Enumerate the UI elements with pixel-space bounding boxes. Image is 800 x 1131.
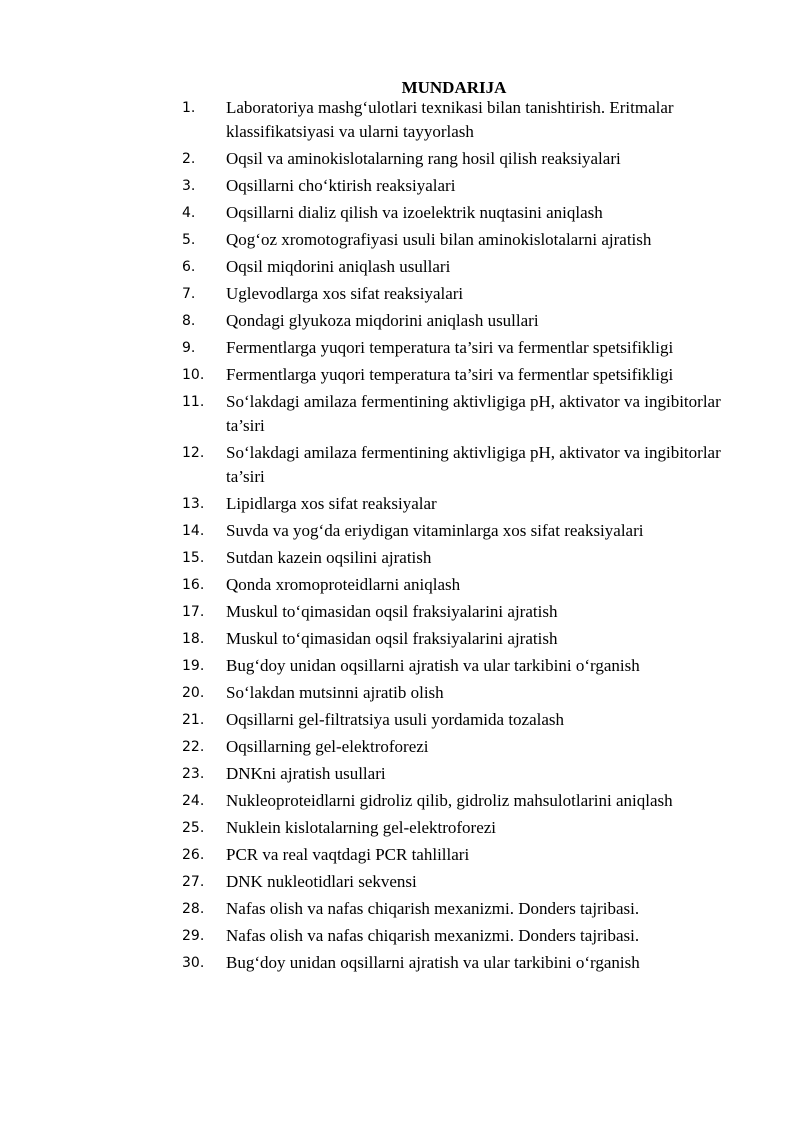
toc-item-20: [182, 681, 742, 705]
toc-item-number: 15.: [182, 550, 205, 566]
toc-item-30: [182, 951, 742, 975]
toc-item-text: Uglevodlarga xos sifat reaksiyalari: [226, 284, 464, 303]
toc-item-number: 14.: [182, 523, 205, 539]
toc-item-text: PCR va real vaqtdagi PCR tahlillari: [226, 845, 470, 864]
toc-item-text: Sutdan kazein oqsilini ajratish: [226, 548, 432, 567]
toc-item-25: [182, 816, 742, 840]
toc-item-28: [182, 897, 742, 921]
toc-item-text: Fermentlarga yuqori temperatura ta’siri va fermentlar spetsifikligi: [226, 338, 674, 357]
toc-item-text: Muskul to‘qimasidan oqsil fraksiyalarini ajratish: [226, 629, 558, 648]
toc-item-4: [182, 201, 742, 225]
toc-item-text: So‘lakdagi amilaza fermentining aktivligiga pH, aktivator va ingibitorlar ta’siri: [226, 443, 721, 486]
toc-item-17: [182, 600, 742, 624]
toc-item-11: [182, 390, 742, 438]
toc-item-text: Oqsillarning gel-elektroforezi: [226, 737, 429, 756]
toc-item-text: Oqsillarni gel-filtratsiya usuli yordamida tozalash: [226, 710, 565, 729]
toc-item-12: [182, 441, 742, 489]
toc-item-text: Qonda xromoproteidlarni aniqlash: [226, 575, 461, 594]
toc-item-9: [182, 336, 742, 360]
toc-item-text: Nafas olish va nafas chiqarish mexanizmi. Donders tajribasi.: [226, 899, 640, 918]
toc-item-number: 9.: [182, 340, 196, 356]
toc-item-number: 10.: [182, 367, 205, 383]
toc-item-text: Nukleoproteidlarni gidroliz qilib, gidroliz mahsulotlarini aniqlash: [226, 791, 673, 810]
toc-item-text: Bug‘doy unidan oqsillarni ajratish va ular tarkibini o‘rganish: [226, 953, 640, 972]
toc-item-text: Muskul to‘qimasidan oqsil fraksiyalarini ajratish: [226, 602, 558, 621]
toc-item-text: Oqsillarni cho‘ktirish reaksiyalari: [226, 176, 456, 195]
toc-item-number: 4.: [182, 205, 196, 221]
toc-item-number: 7.: [182, 286, 196, 302]
toc-item-7: [182, 282, 742, 306]
toc-item-text: So‘lakdan mutsinni ajratib olish: [226, 683, 444, 702]
toc-item-number: 27.: [182, 874, 205, 890]
toc-item-text: Oqsil va aminokislotalarning rang hosil qilish reaksiyalari: [226, 149, 621, 168]
toc-item-number: 29.: [182, 928, 205, 944]
toc-item-3: [182, 174, 742, 198]
toc-item-text: Suvda va yog‘da eriydigan vitaminlarga xos sifat reaksiyalari: [226, 521, 644, 540]
toc-item-text: DNK nukleotidlari sekvensi: [226, 872, 417, 891]
toc-item-number: 18.: [182, 631, 205, 647]
toc-item-number: 16.: [182, 577, 205, 593]
toc-item-text: DNKni ajratish usullari: [226, 764, 386, 783]
toc-item-number: 28.: [182, 901, 205, 917]
toc-item-text: Bug‘doy unidan oqsillarni ajratish va ular tarkibini o‘rganish: [226, 656, 640, 675]
toc-item-text: Nafas olish va nafas chiqarish mexanizmi. Donders tajribasi.: [226, 926, 640, 945]
toc-item-number: 30.: [182, 955, 205, 971]
toc-item-number: 19.: [182, 658, 205, 674]
toc-item-8: [182, 309, 742, 333]
toc-item-number: 22.: [182, 739, 205, 755]
toc-item-number: 23.: [182, 766, 205, 782]
toc-item-15: [182, 546, 742, 570]
toc-item-number: 24.: [182, 793, 205, 809]
toc-item-text: Nuklein kislotalarning gel-elektroforezi: [226, 818, 497, 837]
toc-item-number: 21.: [182, 712, 205, 728]
toc-item-2: [182, 147, 742, 171]
toc-item-24: [182, 789, 742, 813]
toc-item-text: So‘lakdagi amilaza fermentining aktivligiga pH, aktivator va ingibitorlar ta’siri: [226, 392, 721, 435]
toc-item-number: 26.: [182, 847, 205, 863]
toc-item-29: [182, 924, 742, 948]
toc-item-6: [182, 255, 742, 279]
toc-item-1: [182, 96, 742, 144]
table-of-contents: [182, 96, 742, 978]
toc-item-14: [182, 519, 742, 543]
toc-item-19: [182, 654, 742, 678]
toc-item-18: [182, 627, 742, 651]
toc-item-number: 20.: [182, 685, 205, 701]
toc-item-text: Qog‘oz xromotografiyasi usuli bilan aminokislotalarni ajratish: [226, 230, 652, 249]
toc-item-26: [182, 843, 742, 867]
toc-item-number: 6.: [182, 259, 196, 275]
toc-item-text: Oqsillarni dializ qilish va izoelektrik nuqtasini aniqlash: [226, 203, 603, 222]
toc-item-number: 3.: [182, 178, 196, 194]
toc-item-number: 25.: [182, 820, 205, 836]
toc-item-23: [182, 762, 742, 786]
toc-item-number: 17.: [182, 604, 205, 620]
toc-item-number: 11.: [182, 394, 205, 410]
toc-item-text: Fermentlarga yuqori temperatura ta’siri va fermentlar spetsifikligi: [226, 365, 674, 384]
toc-item-22: [182, 735, 742, 759]
toc-item-number: 8.: [182, 313, 196, 329]
toc-item-21: [182, 708, 742, 732]
page-title: MUNDARIJA: [401, 78, 507, 97]
toc-item-number: 13.: [182, 496, 205, 512]
toc-item-text: Laboratoriya mashg‘ulotlari texnikasi bilan tanishtirish. Eritmalar klassifikatsiyasi va ularni tayyorlash: [226, 98, 674, 141]
toc-item-text: Lipidlarga xos sifat reaksiyalar: [226, 494, 437, 513]
toc-item-10: [182, 363, 742, 387]
toc-item-text: Qondagi glyukoza miqdorini aniqlash usullari: [226, 311, 539, 330]
toc-item-number: 5.: [182, 232, 196, 248]
toc-item-13: [182, 492, 742, 516]
toc-item-27: [182, 870, 742, 894]
toc-item-5: [182, 228, 742, 252]
toc-item-number: 12.: [182, 445, 205, 461]
toc-item-number: 1.: [182, 100, 196, 116]
toc-item-number: 2.: [182, 151, 196, 167]
toc-item-text: Oqsil miqdorini aniqlash usullari: [226, 257, 451, 276]
toc-item-16: [182, 573, 742, 597]
